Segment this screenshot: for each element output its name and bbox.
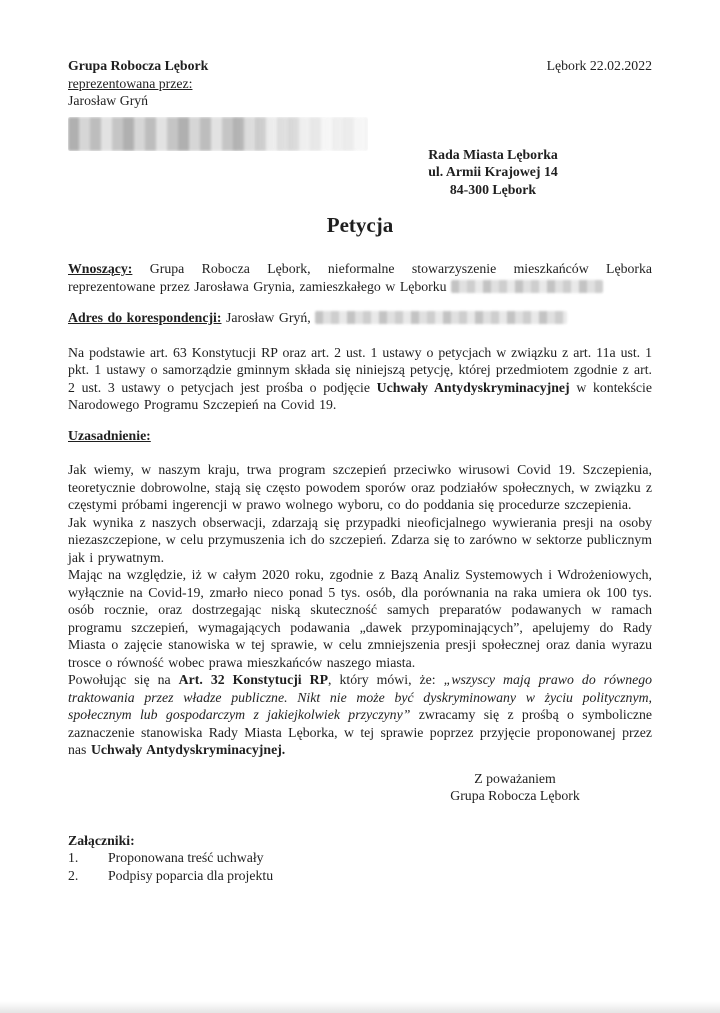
attachments-section	[68, 832, 652, 885]
dateline: Lębork 22.02.2022	[546, 58, 652, 73]
legal-basis-pre: Na podstawie art. 63 Konstytucji RP oraz art. 2 ust. 1 ustawy o petycjach w związku z art. 11a ust. 1 pkt. 1 ustawy o samorządzie gminnym składa się niniejszą petycję, której przedmiotem zgodnie z art. 2 ust. 3 ustawy o petycjach jest prośba o podjęcie	[68, 344, 652, 395]
sender-person: Jarosław Gryń	[68, 93, 149, 108]
p4-article-ref: Art. 32 Konstytucji RP	[178, 672, 329, 687]
paragraph-adres	[68, 309, 652, 327]
attachment-item	[68, 849, 652, 867]
adres-text: Jarosław Gryń,	[226, 310, 311, 325]
paragraph-legal-basis	[68, 344, 652, 414]
attachment-text: Proponowana treść uchwały	[108, 850, 264, 865]
sender-name: Grupa Robocza Lębork	[68, 58, 209, 73]
recipient-line: 84-300 Lębork	[449, 181, 537, 197]
p4-post: zwracamy się z prośbą o symboliczne zaznaczenie stanowiska Rady Miasta Lęborka, w tej sprawie poprzez przyjęcie proponowanej przez nas	[68, 707, 653, 757]
sender-represented-by: reprezentowana przez:	[68, 75, 193, 91]
closing-regards: Z poważaniem	[474, 770, 556, 786]
paragraph-justification-2: Jak wynika z naszych obserwacji, zdarzają się przypadki nieoficjalnego wywierania presji na osoby niezaszczepione, w celu przymuszenia ich do szczepień. Zdarza się to zarówno w sektorze publicznym jak i prywatnym.	[68, 514, 652, 565]
paragraph-justification-1: Jak wiemy, w naszym kraju, trwa program szczepień przeciwko wirusowi Covid 19. Szczepienia, teoretycznie dobrowolne, stają się często powodem sporów oraz podziałów społecznych, w związku z częstymi próbami ingerencji w prawo wolnego wyboru, co do poddania się procedurze szczepienia.	[68, 462, 652, 512]
p4-pre: Powołując się na	[68, 672, 171, 687]
closing-block	[380, 770, 650, 805]
sender-block	[68, 57, 208, 110]
wnoszacy-label: Wnoszący:	[68, 261, 133, 276]
recipient-line: ul. Armii Krajowej 14	[428, 164, 558, 179]
recipient-line: Rada Miasta Lęborka	[428, 146, 558, 162]
letter-header	[68, 57, 652, 110]
redaction-and-recipient-row	[68, 110, 652, 199]
attachments-label: Załączniki:	[68, 832, 135, 848]
paragraph-justification-4	[68, 671, 652, 759]
p4-bold-end: Uchwały Antydyskryminacyjnej.	[90, 742, 286, 757]
recipient-block	[418, 146, 568, 199]
adres-label: Adres do korespondencji:	[68, 310, 222, 325]
uzasadnienie-label: Uzasadnienie:	[68, 427, 151, 443]
p4-mid: , który mówi, że:	[328, 672, 436, 687]
legal-basis-bold: Uchwały Antydyskryminacyjnej	[376, 379, 570, 395]
paragraph-wnoszacy	[68, 260, 652, 295]
justification-block	[68, 461, 652, 759]
closing-signature: Grupa Robocza Lębork	[450, 788, 580, 803]
attachment-number: 2.	[68, 867, 79, 883]
attachment-item	[68, 867, 652, 885]
p4-constitution-quote: „wszyscy mają prawo do równego traktowania przez władze publiczne. Nikt nie może być dyskryminowany w życiu politycznym, społecznym lub gospodarczym z jakiejkolwiek przyczyny”	[68, 672, 653, 722]
attachment-number: 1.	[68, 850, 79, 865]
redacted-correspondence-address	[315, 311, 567, 324]
redacted-residence-address	[451, 280, 603, 293]
paragraph-justification-3: Mając na względzie, iż w całym 2020 roku, zgodnie z Bazą Analiz Systemowych i Wdrożeniowych, wyłącznie na Covid-19, zmarło nieco ponad 5 tys. osób, dla porównania na raka umiera ok 100 tys. osób rocznie, oraz dostrzegając niską skuteczność samych preparatów podawanych w ramach programu szczepień, wymagających podawania „dawek przypominających”, apelujemy do Rady Miasta o zajęcie stanowiska w tej sprawie, w celu zmniejszenia presji społecznej oraz dania wyrazu trosce o równość wobec prawa mieszkańców naszego miasta.	[68, 567, 652, 670]
uzasadnienie-heading	[68, 427, 652, 445]
page-title: Petycja	[326, 213, 394, 237]
wnoszacy-text: Grupa Robocza Lębork, nieformalne stowarzyszenie mieszkańców Lęborka reprezentowane przez Jarosława Grynia, zamieszkałego w Lęborku	[68, 261, 652, 294]
attachment-text: Podpisy poparcia dla projektu	[108, 867, 274, 883]
redacted-sender-address	[68, 117, 368, 151]
legal-basis-post: w kontekście Narodowego Programu Szczepień na Covid 19.	[68, 379, 652, 412]
